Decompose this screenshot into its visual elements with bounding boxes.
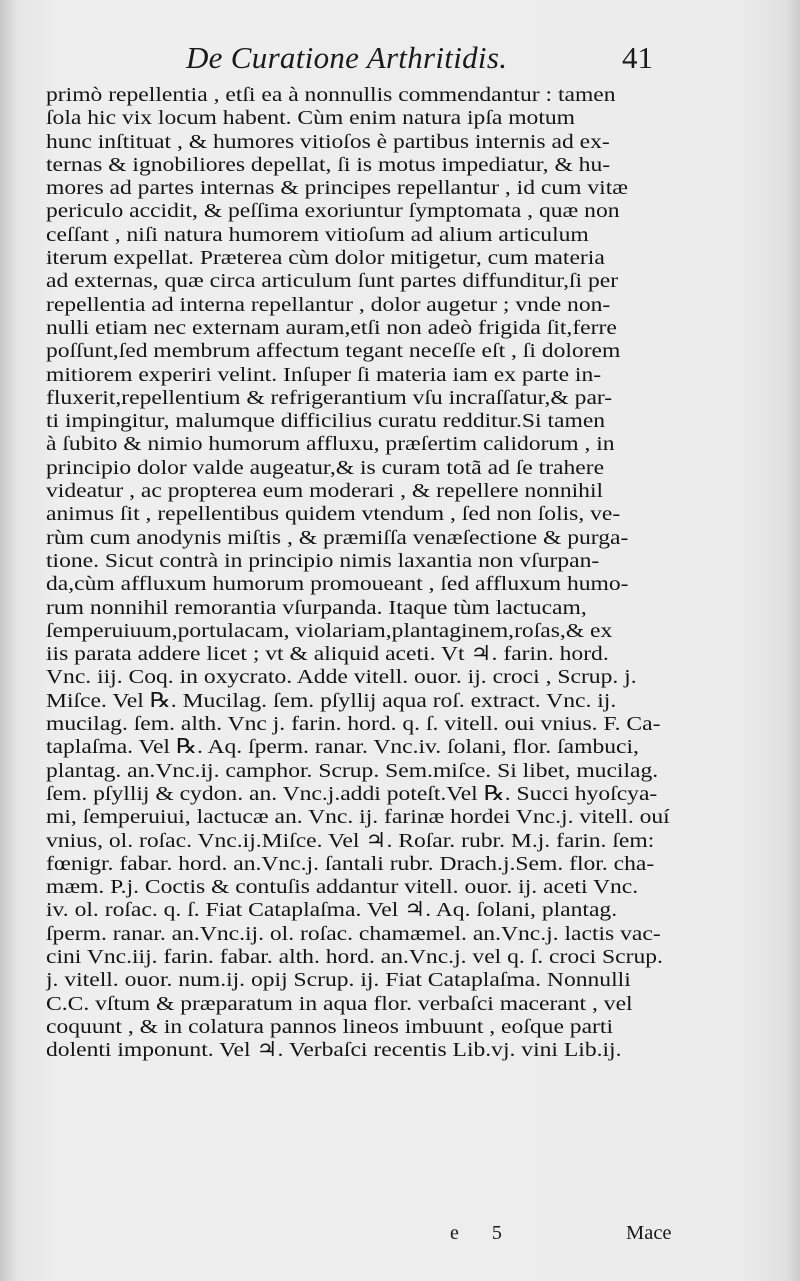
text-line: videatur , ac propterea eum moderari , & repellere nonnihil (46, 480, 604, 503)
signature-mark: e 5 (450, 1222, 516, 1244)
text-line: animus ſit , repellentibus quidem vtendum , ſed non ſolis, ve- (46, 503, 621, 526)
running-title: De Curatione Arthritidis. (186, 40, 508, 75)
text-line: ceſſant , niſi natura humorem vitioſum ad alium articulum (46, 223, 589, 246)
text-line: mi, ſemperuiui, lactucæ an. Vnc. ij. farinæ hordei Vnc.j. vitell. ouí (46, 806, 670, 829)
text-line: ſem. pſyllij & cydon. an. Vnc.j.addi poteſt.Vel ℞. Succi hyoſcya- (46, 782, 658, 805)
page-footer (0, 1222, 800, 1262)
text-line: Vnc. iij. Coq. in oxycrato. Adde vitell. ouor. ij. croci , Scrup. j. (46, 666, 637, 689)
text-line: rùm cum anodynis miſtis , & præmiſſa venæſectione & purga- (46, 526, 629, 549)
text-line: plantag. an.Vnc.ij. camphor. Scrup. Sem.miſce. Si libet, mucilag. (46, 759, 659, 782)
text-line: rum nonnihil remorantia vſurpanda. Itaque tùm lactucam, (46, 596, 587, 619)
text-line: ſola hic vix locum habent. Cùm enim natura ipſa motum (46, 107, 576, 130)
text-line: iterum expellat. Præterea cùm dolor mitigetur, cum materia (46, 247, 605, 270)
page-edge-shadow (786, 0, 800, 1281)
text-line: fluxerit,repellentium & refrigerantium vſu incraſſatur,& par- (46, 386, 613, 409)
text-line: mitiorem experiri velint. Inſuper ſi materia iam ex parte in- (46, 363, 602, 386)
text-line: iis parata addere licet ; vt & aliquid aceti. Vt ♃. farin. hord. (46, 643, 609, 666)
text-line: hunc inſtituat , & humores vitioſos è partibus internis ad ex- (46, 130, 610, 153)
page-number: 41 (622, 40, 653, 75)
text-line: iv. ol. roſac. q. ſ. Fiat Cataplaſma. Vel ♃. Aq. ſolani, plantag. (46, 899, 618, 922)
text-line: j. vitell. ouor. num.ij. opij Scrup. ij. Fiat Cataplaſma. Nonnulli (46, 969, 631, 992)
text-line: ſperm. ranar. an.Vnc.ij. ol. roſac. chamæmel. an.Vnc.j. lactis vac- (46, 922, 661, 945)
text-line: mores ad partes internas & principes repellantur , id cum vitæ (46, 177, 629, 200)
text-line: mæm. P.j. Coctis & contuſis addantur vitell. ouor. ij. aceti Vnc. (46, 876, 639, 899)
text-line: fœnigr. fabar. hord. an.Vnc.j. ſantali rubr. Drach.j.Sem. flor. cha- (46, 852, 655, 875)
text-line: vnius, ol. roſac. Vnc.ij.Miſce. Vel ♃. Roſar. rubr. M.j. farin. ſem: (46, 829, 655, 852)
text-line: ad externas, quæ circa articulum ſunt partes diffunditur,ſi per (46, 270, 619, 293)
catchword: Mace (626, 1222, 672, 1244)
text-line: tione. Sicut contrà in principio nimis laxantia non vſurpan- (46, 549, 600, 572)
text-line: cini Vnc.iij. farin. fabar. alth. hord. an.Vnc.j. vel q. ſ. croci Scrup. (46, 945, 663, 968)
text-line: C.C. vſtum & præparatum in aqua flor. verbaſci macerant , vel (46, 992, 633, 1015)
text-line: poſſunt,ſed membrum affectum tegant neceſſe eſt , ſi dolorem (46, 340, 621, 363)
text-line: ternas & ignobiliores depellat, ſi is motus impediatur, & hu- (46, 153, 611, 176)
text-line: ſemperuiuum,portulacam, violariam,plantaginem,roſas,& ex (46, 619, 613, 642)
text-line: da,cùm affluxum humorum promoueant , ſed affluxum humo- (46, 573, 629, 596)
text-line: coquunt , & in colatura pannos lineos imbuunt , eoſque parti (46, 1015, 614, 1038)
text-line: à ſubito & nimio humorum affluxu, præſertim calidorum , in (46, 433, 615, 456)
text-line: primò repellentia , etſi ea à nonnullis commendantur : tamen (46, 84, 616, 106)
text-line: taplaſma. Vel ℞. Aq. ſperm. ranar. Vnc.iv. ſolani, flor. ſambuci, (46, 736, 639, 759)
text-line: ti impingitur, malumque difficilius curatu redditur.Si tamen (46, 410, 606, 433)
text-line: principio dolor valde augeatur,& is curam totã ad ſe trahere (46, 456, 605, 479)
text-line: repellentia ad interna repellantur , dolor augetur ; vnde non- (46, 293, 611, 316)
body-text (46, 84, 686, 1062)
text-line: periculo accidit, & peſſima exoriuntur ſymptomata , quæ non (46, 200, 620, 223)
text-line: mucilag. ſem. alth. Vnc j. farin. hord. q. ſ. vitell. oui vnius. F. Ca- (46, 713, 661, 736)
text-line: nulli etiam nec externam auram,etſi non adeò frigida ſit,ferre (46, 316, 617, 339)
text-line: dolenti imponunt. Vel ♃. Verbaſci recentis Lib.vj. vini Lib.ij. (46, 1039, 622, 1062)
text-line: Miſce. Vel ℞. Mucilag. ſem. pſyllij aqua roſ. extract. Vnc. ij. (46, 689, 617, 712)
page-header (0, 40, 800, 84)
